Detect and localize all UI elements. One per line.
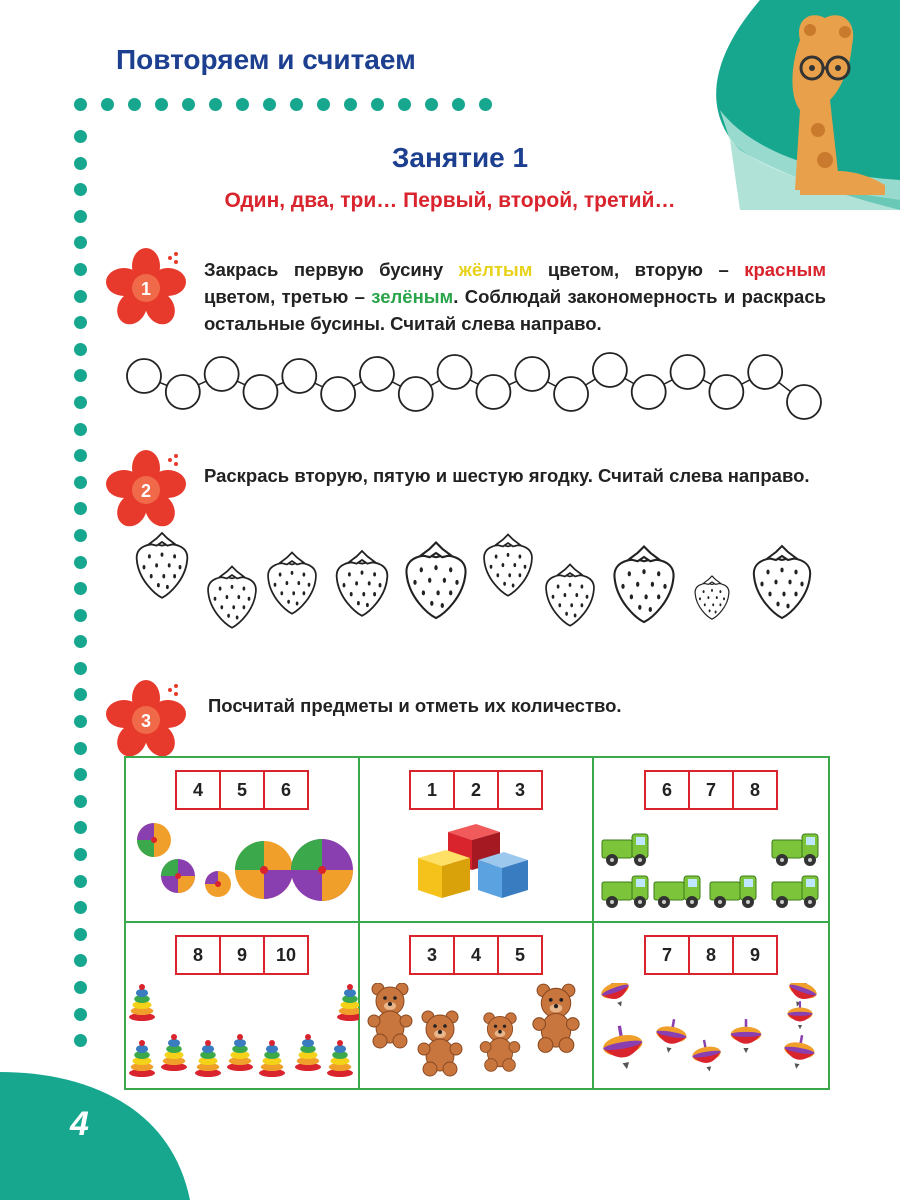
bead-chain <box>120 348 830 428</box>
answer-option[interactable]: 1 <box>411 772 455 808</box>
grid-cell-cubes <box>360 758 594 923</box>
bead[interactable] <box>476 375 510 409</box>
bead[interactable] <box>399 377 433 411</box>
bead[interactable] <box>671 355 705 389</box>
spinning-tops-icon <box>594 983 827 1083</box>
grid-cell-spinning-tops <box>594 923 828 1088</box>
pyramid-toy <box>295 1034 321 1071</box>
strawberry[interactable] <box>268 553 316 614</box>
bead[interactable] <box>787 385 821 419</box>
answer-option[interactable]: 7 <box>646 937 690 973</box>
grid-cell-trucks <box>594 758 828 923</box>
lesson-title: Занятие 1 <box>391 142 529 173</box>
pyramids-icon <box>126 983 359 1083</box>
task-1-flower-badge-icon <box>106 248 186 328</box>
task-2-text: Раскрась вторую, пятую и шестую ягодку. Считай слева направо. <box>204 465 810 486</box>
task-2-number: 2 <box>140 481 152 501</box>
strawberry-row <box>130 530 830 630</box>
task-2-flower-badge-icon <box>106 450 186 530</box>
answer-option[interactable]: 3 <box>411 937 455 973</box>
answer-option[interactable]: 8 <box>177 937 221 973</box>
page-number-corner <box>0 1072 200 1200</box>
spinning-top <box>690 1037 724 1074</box>
answer-box <box>409 770 543 810</box>
teddy-bear <box>368 983 412 1048</box>
task-1-number: 1 <box>140 279 152 299</box>
answer-box <box>175 935 309 975</box>
answer-option[interactable]: 6 <box>646 772 690 808</box>
answer-option[interactable]: 8 <box>749 779 760 800</box>
strawberry[interactable] <box>137 533 188 598</box>
dotted-border-left <box>74 130 87 1047</box>
bead[interactable] <box>360 357 394 391</box>
spinning-top <box>787 1001 812 1029</box>
truck <box>602 834 648 866</box>
answer-option[interactable]: 2 <box>455 772 499 808</box>
giraffe-corner-illustration <box>700 0 900 210</box>
answer-option[interactable]: 4 <box>177 772 221 808</box>
pyramid-toy <box>161 1034 187 1071</box>
answer-box <box>644 770 778 810</box>
answer-box <box>409 935 543 975</box>
spinning-top <box>781 1033 817 1072</box>
truck <box>654 876 700 908</box>
grid-cell-balls <box>126 758 360 923</box>
answer-option[interactable]: 7 <box>690 772 734 808</box>
bead[interactable] <box>748 355 782 389</box>
bead[interactable] <box>438 355 472 389</box>
answer-option[interactable]: 5 <box>221 772 265 808</box>
answer-option[interactable]: 6 <box>280 779 291 800</box>
bead[interactable] <box>632 375 666 409</box>
strawberry[interactable] <box>546 565 594 626</box>
pyramid-toy <box>129 984 155 1021</box>
bead[interactable] <box>593 353 627 387</box>
grid-cell-bears <box>360 923 594 1088</box>
bead[interactable] <box>515 357 549 391</box>
teddy-bear <box>533 984 579 1052</box>
truck <box>772 876 818 908</box>
answer-option[interactable]: 5 <box>514 944 525 965</box>
trucks-icon <box>594 818 827 918</box>
teddy-bears-icon <box>360 983 593 1083</box>
bead[interactable] <box>709 375 743 409</box>
strawberry[interactable] <box>484 535 532 596</box>
truck <box>710 876 756 908</box>
pyramid-toy <box>337 984 359 1021</box>
pyramid-toy <box>227 1034 253 1071</box>
answer-option[interactable]: 4 <box>455 937 499 973</box>
spinning-top <box>653 1017 689 1056</box>
bead[interactable] <box>554 377 588 411</box>
truck <box>602 876 648 908</box>
page-number: 4 <box>70 1105 89 1143</box>
answer-option[interactable]: 8 <box>690 937 734 973</box>
task-3-flower-badge-icon <box>106 680 186 760</box>
pyramid-toy <box>327 1040 353 1077</box>
lesson-subtitle: Один, два, три… Первый, второй, третий… <box>224 189 676 212</box>
spinning-top <box>783 983 821 1011</box>
grid-cell-pyramids <box>126 923 360 1088</box>
answer-option[interactable]: 9 <box>221 937 265 973</box>
bead[interactable] <box>205 357 239 391</box>
teddy-bear <box>418 1011 462 1076</box>
strawberry[interactable] <box>337 551 388 616</box>
task-1-text: Закрась первую бусину жёлтым цветом, вторую – красным цветом, третью – зелёным. Соблюдай закономерность и раскрась остальные бусины. Считай слева направо. <box>204 259 826 334</box>
task-3-text: Посчитай предметы и отметь их количество. <box>208 695 622 716</box>
spinning-top <box>731 1019 762 1053</box>
spinning-top <box>600 1022 647 1072</box>
balls-icon <box>126 818 359 918</box>
dotted-border-top <box>74 98 492 111</box>
truck <box>772 834 818 866</box>
pyramid-toy <box>259 1040 285 1077</box>
bead[interactable] <box>127 359 161 393</box>
strawberry[interactable] <box>208 567 256 628</box>
section-title: Повторяем и считаем <box>116 44 416 75</box>
answer-box <box>175 770 309 810</box>
answer-option[interactable]: 10 <box>275 944 297 965</box>
bead[interactable] <box>282 359 316 393</box>
counting-grid <box>124 756 830 1090</box>
strawberry[interactable] <box>695 576 729 619</box>
bead[interactable] <box>166 375 200 409</box>
task-3-number: 3 <box>140 711 152 731</box>
bead[interactable] <box>321 377 355 411</box>
spinning-top <box>597 983 635 1011</box>
teddy-bear <box>480 1013 520 1072</box>
answer-box <box>644 935 778 975</box>
cubes-icon <box>360 818 593 918</box>
strawberry[interactable] <box>406 543 465 619</box>
answer-option[interactable]: 9 <box>749 944 760 965</box>
strawberry[interactable] <box>754 546 810 618</box>
strawberry[interactable] <box>614 547 673 623</box>
bead[interactable] <box>243 375 277 409</box>
answer-option[interactable]: 3 <box>514 779 525 800</box>
